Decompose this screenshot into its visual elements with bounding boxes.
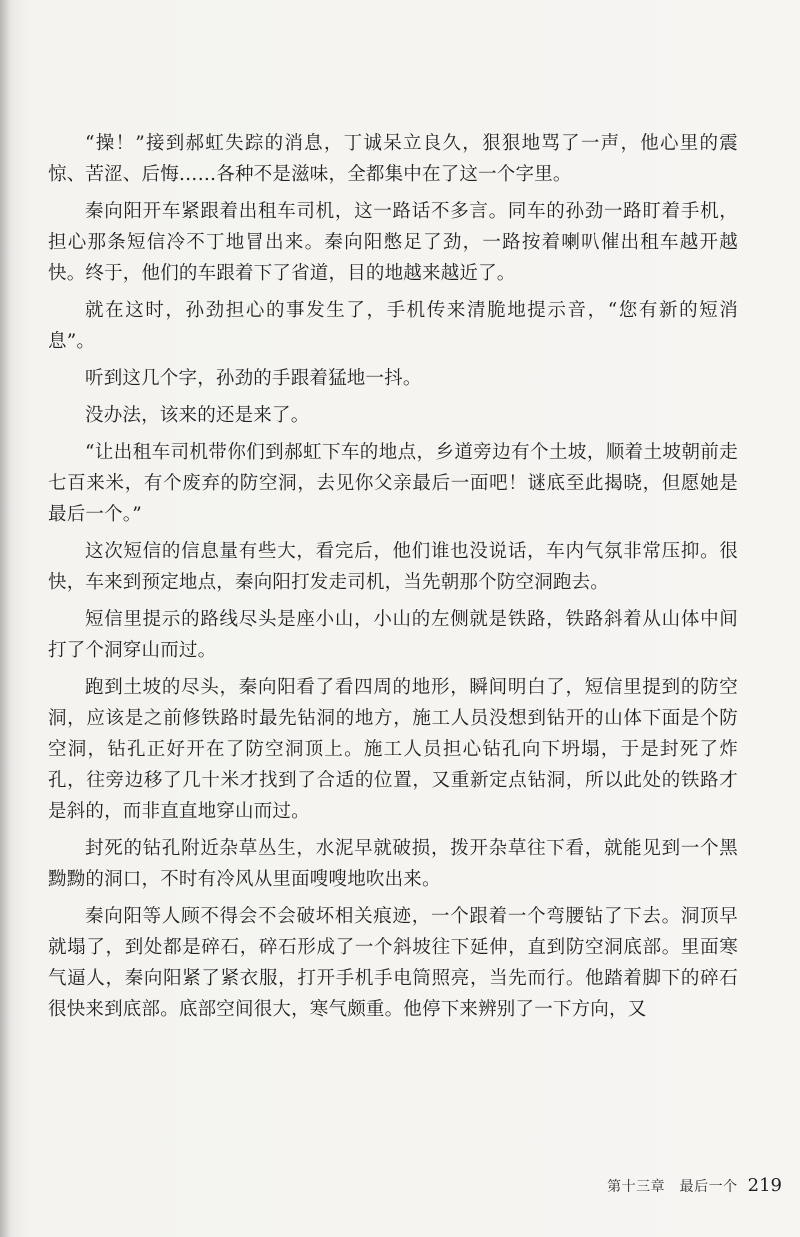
paragraph: “让出租车司机带你们到郝虹下车的地点，乡道旁边有个土坡，顺着土坡朝前走七百来米，有个废弃的防空洞，去见你父亲最后一面吧！谜底至此揭晓，但愿她是最后一个。” — [48, 442, 738, 525]
paragraph: 这次短信的信息量有些大，看完后，他们谁也没说话，车内气氛非常压抑。很快，车来到预定地点，秦向阳打发走司机，当先朝那个防空洞跑去。 — [48, 541, 738, 593]
paragraph: 听到这几个字，孙劲的手跟着猛地一抖。 — [85, 368, 422, 389]
paragraph: 短信里提示的路线尽头是座小山，小山的左侧就是铁路，铁路斜着从山体中间打了个洞穿山而过。 — [48, 609, 738, 661]
paragraph: 跑到土坡的尽头，秦向阳看了看四周的地形，瞬间明白了，短信里提到的防空洞，应该是之前修铁路时最先钻洞的地方，施工人员没想到钻开的山体下面是个防空洞，钻孔正好开在了防空洞顶上。施工人员担心钻孔向下坍塌，于是封死了炸孔，往旁边移了几十米才找到了合适的位置，又重新定点钻洞，所以此处的铁路才是斜的，而非直直地穿山而过。 — [48, 677, 738, 822]
spine-shadow — [0, 0, 10, 1237]
paragraph: 秦向阳开车紧跟着出租车司机，这一路话不多言。同车的孙劲一路盯着手机，担心那条短信冷不丁地冒出来。秦向阳憋足了劲，一路按着喇叭催出租车越开越快。终于，他们的车跟着下了省道，目的地越来越近了。 — [48, 201, 738, 284]
chapter-title: 第十三章 最后一个 — [607, 1179, 738, 1195]
paragraph: 封死的钻孔附近杂草丛生，水泥早就破损，拨开杂草往下看，就能见到一个黑黝黝的洞口，不时有冷风从里面嗖嗖地吹出来。 — [48, 838, 738, 890]
page-footer — [572, 1176, 782, 1197]
paragraph: “操！”接到郝虹失踪的消息，丁诚呆立良久，狠狠地骂了一声，他心里的震惊、苦涩、后悔……各种不是滋味，全都集中在了这一个字里。 — [48, 133, 738, 185]
paragraph: 就在这时，孙劲担心的事发生了，手机传来清脆地提示音，“您有新的短消息”。 — [48, 300, 738, 352]
paragraph: 秦向阳等人顾不得会不会破坏相关痕迹，一个跟着一个弯腰钻了下去。洞顶早就塌了，到处都是碎石，碎石形成了一个斜坡往下延伸，直到防空洞底部。里面寒气逼人，秦向阳紧了紧衣服，打开手机手电筒照亮，当先而行。他踏着脚下的碎石很快来到底部。底部空间很大，寒气颇重。他停下来辨别了一下方向，又 — [48, 906, 738, 1020]
paragraph: 没办法，该来的还是来了。 — [85, 405, 310, 426]
page-number: 219 — [747, 1175, 782, 1196]
body-text — [48, 128, 738, 1031]
